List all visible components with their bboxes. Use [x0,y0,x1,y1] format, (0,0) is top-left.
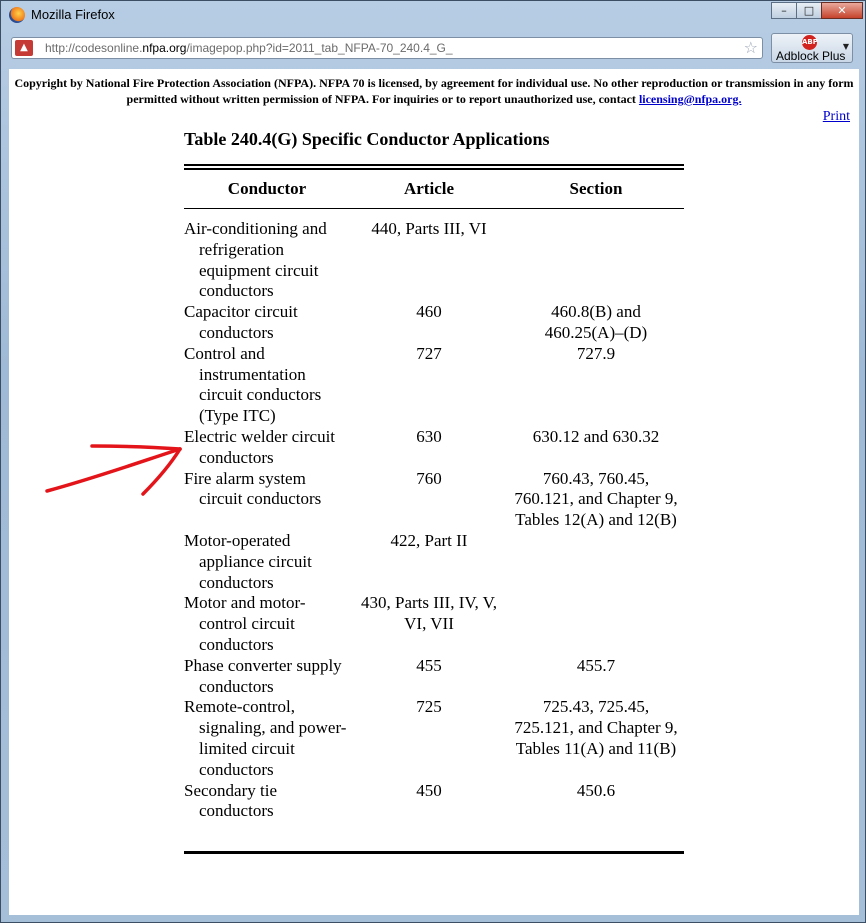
adblock-plus-button[interactable] [771,33,853,63]
maximize-button[interactable]: □ [796,2,822,19]
url-host: nfpa.org [142,41,187,55]
url-text[interactable] [45,41,453,55]
copyright-text: Copyright by National Fire Protection Association (NFPA). NFPA 70 is licensed, by agreement for individual use. No other reproduction or transmission in any form permitted without written permission of NFPA. For inquiries or to report unauthorized use, contact [14,76,854,106]
conductor-cell: Phase converter supply conductors [184,655,342,696]
article-cell: 422, Part II [390,530,468,550]
article-cell: 440, Parts III, VI [371,219,487,238]
article-cell: 455 [416,655,442,675]
table-row [184,469,684,531]
conductor-cell: Electric welder circuit conductors [184,426,336,467]
table-row [184,697,684,780]
article-cell: 630 [416,426,442,446]
address-bar[interactable] [11,37,763,59]
table-row [184,219,684,302]
window-title: Mozilla Firefox [31,7,115,22]
copyright-notice [13,75,855,107]
section-cell [508,219,684,302]
conductor-cell: Air-conditioning and refrigeration equipment circuit conductors [184,219,327,301]
table-top-rule [184,164,684,170]
table-row [184,781,684,823]
article-cell: 760 [416,468,442,488]
table-row-highlighted [184,427,684,469]
section-cell: 455.7 [576,655,616,675]
url-prefix: http://codesonline. [45,41,143,55]
table-row [184,344,684,427]
section-cell: 630.12 and 630.32 [532,426,660,446]
table-row [184,656,684,698]
dropdown-caret-icon[interactable]: ▼ [842,42,849,51]
article-cell: 725 [416,697,442,717]
table-body [184,219,684,822]
table-title: Table 240.4(G) Specific Conductor Applications [184,129,550,149]
conductor-cell: Control and instrumentation circuit conductors (Type ITC) [184,343,322,426]
conductor-cell: Motor-operated appliance circuit conductors [184,530,312,592]
site-favicon-icon: ▲ [15,40,33,56]
section-cell: 460.8(B) and 460.25(A)–(D) [544,302,648,342]
header-rule [184,208,684,209]
table-bottom-rule [184,851,684,854]
article-cell: 450 [416,780,442,800]
conductor-cell: Remote-control, signaling, and power-limited circuit conductors [184,697,347,779]
print-link[interactable]: Print [822,109,850,124]
title-bar[interactable] [1,1,866,29]
minimize-button[interactable]: – [771,2,797,19]
header-article: Article [403,179,455,198]
section-cell: 450.6 [576,780,616,800]
header-conductor: Conductor [227,179,307,198]
close-button[interactable]: ✕ [821,2,863,19]
section-cell [508,531,684,593]
section-cell [508,593,684,655]
window-controls [772,2,863,19]
firefox-icon [9,7,25,23]
bookmark-star-icon[interactable]: ☆ [743,38,758,57]
conductor-cell: Capacitor circuit conductors [184,302,298,342]
page-content [9,69,859,915]
section-cell: 760.43, 760.45, 760.121, and Chapter 9, Tables 12(A) and 12(B) [514,468,678,530]
section-cell: 727.9 [576,343,616,363]
article-cell: 727 [416,343,442,363]
conductor-cell: Fire alarm system circuit conductors [184,468,322,509]
licensing-email-link[interactable]: licensing@nfpa.org. [638,92,742,106]
header-section: Section [569,179,623,198]
conductor-cell: Secondary tie conductors [184,780,277,821]
table-row [184,593,684,655]
conductor-cell: Motor and motor-control circuit conductors [184,593,306,654]
adblock-icon: ABP [802,35,817,50]
adblock-label: Adblock Plus [776,49,846,63]
url-suffix: /imagepop.php?id=2011_tab_NFPA-70_240.4_G_ [186,41,453,55]
article-cell: 460 [416,302,442,322]
table-row [184,531,684,593]
table-row [184,302,684,344]
article-cell: 430, Parts III, IV, V, VI, VII [360,593,497,634]
section-cell: 725.43, 725.45, 725.121, and Chapter 9, Tables 11(A) and 11(B) [514,697,678,758]
